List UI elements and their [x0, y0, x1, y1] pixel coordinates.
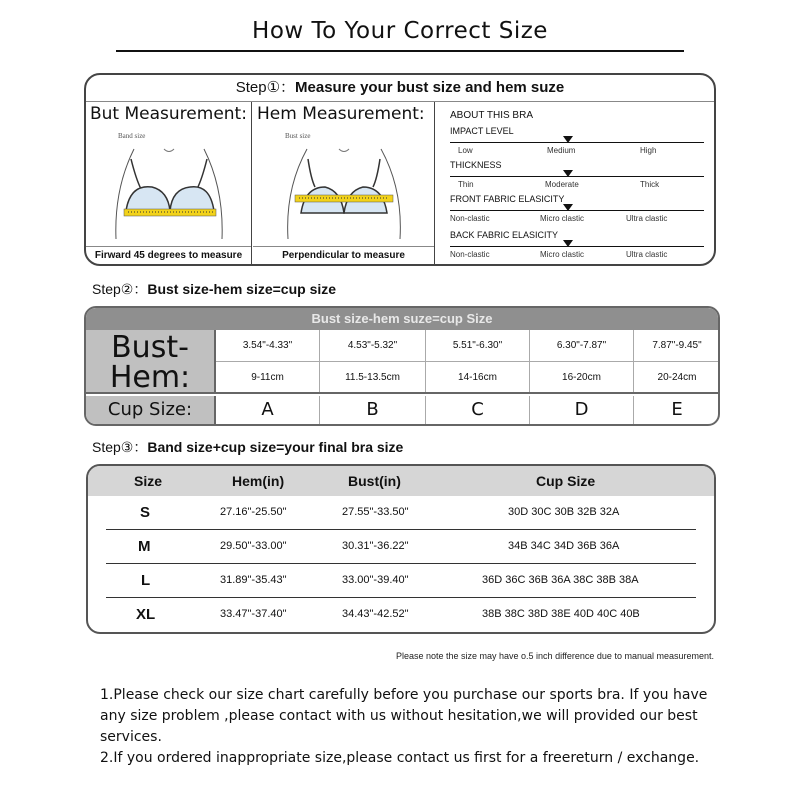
table-row: [88, 496, 714, 530]
cup-size-label: Cup Size:: [86, 396, 216, 424]
table-cell: 14-16cm: [426, 362, 530, 392]
table-cell: C: [426, 396, 530, 424]
scale-name: THICKNESS: [450, 160, 502, 170]
scale-label: Thin: [458, 180, 474, 189]
size-cell: L: [141, 572, 151, 589]
hem-measurement-column: [253, 102, 435, 264]
bust-cell: 34.43"-42.52": [342, 608, 409, 620]
hem-label: Hem:: [109, 360, 191, 395]
hem-caption: Perpendicular to measure: [253, 246, 434, 264]
step2-prefix: Step②：: [92, 281, 148, 297]
cup-cell: 34B 34C 34D 36B 36A: [508, 540, 620, 552]
hem-cell: 31.89"-35.43": [220, 574, 287, 586]
scale-label: Low: [458, 146, 473, 155]
bust-cell: 33.00"-39.40": [342, 574, 409, 586]
bust-hem-label: [86, 330, 216, 394]
table-cell: 20-24cm: [657, 372, 697, 383]
cup-size-table: [84, 306, 720, 426]
table-cell: 9-11cm: [216, 362, 320, 392]
title-underline: [116, 50, 684, 52]
table-row: [88, 598, 714, 632]
size-cell: M: [138, 538, 151, 555]
table-header-row: [88, 466, 714, 496]
about-title: ABOUT THIS BRA: [450, 110, 533, 121]
scale-label: Non-clastic: [450, 250, 490, 259]
cm-row: [216, 362, 718, 394]
scale-label: Non-clastic: [450, 214, 490, 223]
about-bra-column: [436, 102, 714, 264]
table-cell: A: [216, 396, 320, 424]
scale-label: High: [640, 146, 657, 155]
scale-label: Ultra clastic: [626, 214, 668, 223]
size-cell: XL: [136, 606, 156, 623]
inches-row: [216, 330, 718, 362]
hem-measurement-title: Hem Measurement:: [257, 104, 425, 124]
scale-label: Thick: [640, 180, 660, 189]
final-size-table: [86, 464, 716, 634]
scale-label: Micro clastic: [540, 250, 585, 259]
hem-cell: 33.47"-37.40": [220, 608, 287, 620]
table-row: [88, 564, 714, 598]
step3-heading-text: Band size+cup size=your final bra size: [147, 439, 404, 455]
instructions: [100, 685, 710, 769]
bust-caption: Firward 45 degrees to measure: [86, 246, 251, 264]
column-header: Size: [134, 473, 163, 489]
hem-cell: 27.16"-25.50": [220, 506, 287, 518]
column-header: Hem(in): [232, 473, 285, 489]
table-cell: 6.30"-7.87": [530, 330, 634, 361]
cup-cell: 38B 38C 38D 38E 40D 40C 40B: [482, 608, 640, 620]
size-cell: S: [140, 504, 151, 521]
step1-heading-text: Measure your bust size and hem suze: [295, 79, 565, 96]
hem-measure-illustration: [253, 129, 435, 249]
column-header: Cup Size: [536, 473, 596, 489]
table-cell: 5.51"-6.30": [426, 330, 530, 361]
scale-name: IMPACT LEVEL: [450, 126, 514, 136]
measurement-note: Please note the size may have o.5 inch difference due to manual measurement.: [395, 651, 714, 661]
bust-cell: 27.55"-33.50": [342, 506, 409, 518]
step1-heading: [86, 75, 714, 99]
table-cell: 11.5-13.5cm: [320, 362, 426, 392]
table-cell: D: [530, 396, 634, 424]
step2-heading-text: Bust size-hem size=cup size: [147, 281, 337, 297]
step3-prefix: Step③：: [92, 439, 148, 455]
scale-label: Medium: [547, 146, 576, 155]
step3-heading: [92, 437, 403, 457]
step1-panel: [84, 73, 716, 266]
cup-cell: 36D 36C 36B 36A 38C 38B 38A: [482, 574, 639, 586]
instruction-2: 2.If you ordered inappropriate size,please contact us first for a freereturn / exchange.: [100, 750, 700, 766]
instruction-1: 1.Please check our size chart carefully before you purchase our sports bra. If you have any size problem ,please contact with us without hesitation,we will provided our best services.: [100, 687, 708, 745]
bust-measurement-title: But Measurement:: [90, 104, 247, 124]
table-cell: 16-20cm: [530, 362, 634, 392]
scale-label: Micro clastic: [540, 214, 585, 223]
scale-label: Moderate: [545, 180, 579, 189]
bust-label: Bust-: [111, 330, 189, 365]
table-cell: 7.87"-9.45": [652, 340, 702, 351]
bust-cell: 30.31"-36.22": [342, 540, 409, 552]
table-row: [88, 530, 714, 564]
scale-name: BACK FABRIC ELASICITY: [450, 230, 559, 240]
bust-measure-illustration: [86, 129, 252, 249]
band-size-caption: Band size: [118, 132, 146, 140]
step1-prefix: Step①：: [235, 79, 296, 96]
column-header: Bust(in): [348, 473, 401, 489]
table-cell: B: [320, 396, 426, 424]
hem-cell: 29.50"-33.00": [220, 540, 287, 552]
cup-table-header: Bust size-hem suze=cup Size: [86, 308, 718, 330]
table-cell: 3.54"-4.33": [216, 330, 320, 361]
bust-size-caption: Bust size: [285, 132, 311, 140]
cup-row: [216, 396, 718, 424]
bust-measurement-column: [86, 102, 252, 264]
page-title: How To Your Correct Size: [252, 18, 548, 44]
cup-cell: 30D 30C 30B 32B 32A: [508, 506, 620, 518]
table-cell: E: [671, 399, 683, 420]
scale-name: FRONT FABRIC ELASICITY: [450, 194, 565, 204]
table-cell: 4.53"-5.32": [320, 330, 426, 361]
scale-label: Ultra clastic: [626, 250, 668, 259]
step2-heading: [92, 279, 336, 299]
